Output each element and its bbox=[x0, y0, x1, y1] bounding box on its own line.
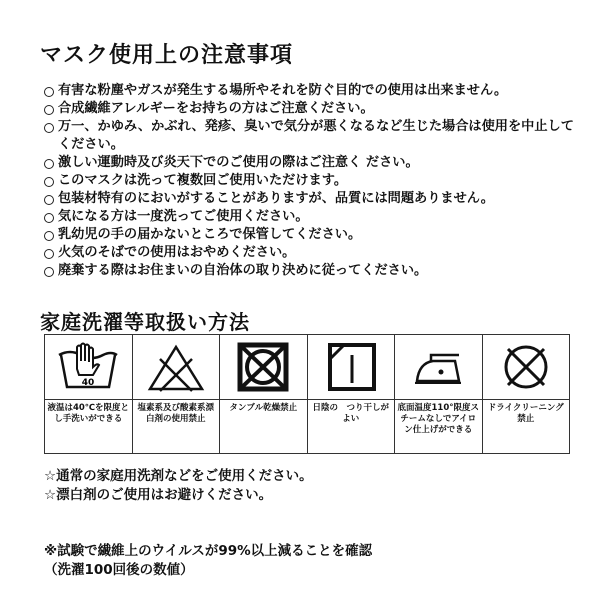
list-item: 包装材特有のにおいがすることがありますが、品質には問題ありません。 bbox=[44, 190, 584, 208]
footnote-line: ※試験で繊維上のウイルスが99%以上減ることを確認 bbox=[44, 543, 373, 559]
care-cell-no-tumble-dry bbox=[220, 335, 308, 453]
care-label-table bbox=[44, 334, 570, 454]
care-cell-shade-drip-dry bbox=[308, 335, 396, 453]
care-cell-no-dry-clean bbox=[483, 335, 570, 453]
care-title: 家庭洗濯等取扱い方法 bbox=[40, 310, 250, 334]
no-bleach-icon bbox=[146, 341, 206, 393]
care-label: ドライクリーニング禁止 bbox=[487, 403, 564, 424]
care-label: 日陰の つり干しがよい bbox=[312, 403, 389, 424]
list-item: 万一、かゆみ、かぶれ、発疹、臭いで気分が悪くなるなど生じた場合は使用を中止してください。 bbox=[44, 118, 584, 154]
care-label: タンブル乾燥禁止 bbox=[229, 403, 298, 413]
care-label: 液温は40℃を限度とし手洗いができる bbox=[47, 403, 130, 424]
list-item: このマスクは洗って複数回ご使用いただけます。 bbox=[44, 172, 584, 190]
caution-list bbox=[44, 82, 584, 280]
care-label: 底面温度110°限度スチームなしでアイロン仕上げができる bbox=[397, 403, 479, 435]
list-item: 激しい運動時及び炎天下でのご使用の際はご注意く ださい。 bbox=[44, 154, 584, 172]
hand-wash-temp: 40 bbox=[81, 378, 95, 388]
list-item: ☆漂白剤のご使用はお避けください。 bbox=[44, 487, 273, 503]
list-item: 有害な粉塵やガスが発生する場所やそれを防ぐ目的での使用は出来ません。 bbox=[44, 82, 584, 100]
care-cell-iron-low bbox=[395, 335, 483, 453]
no-tumble-dry-icon bbox=[234, 341, 292, 393]
list-item: 合成繊維アレルギーをお持ちの方はご注意ください。 bbox=[44, 100, 584, 118]
list-item: 乳幼児の手の届かないところで保管してください。 bbox=[44, 226, 584, 244]
care-cell-no-bleach bbox=[133, 335, 221, 453]
care-label: 塩素系及び酸素系漂白剤の使用禁止 bbox=[137, 403, 214, 424]
care-cell-hand-wash bbox=[45, 335, 133, 453]
footnote-line: （洗濯100回後の数値） bbox=[44, 562, 194, 578]
washing-notes bbox=[44, 467, 313, 505]
hand-wash-icon bbox=[53, 341, 123, 393]
list-item: 火気のそばでの使用はおやめください。 bbox=[44, 244, 584, 262]
no-dry-clean-icon bbox=[498, 341, 554, 393]
list-item: 廃棄する際はお住まいの自治体の取り決めに従ってください。 bbox=[44, 262, 584, 280]
list-item: 気になる方は一度洗ってご使用ください。 bbox=[44, 208, 584, 226]
page-title: マスク使用上の注意事項 bbox=[40, 43, 294, 68]
iron-low-icon bbox=[407, 341, 469, 393]
footnote bbox=[44, 542, 372, 580]
list-item: ☆通常の家庭用洗剤などをご使用ください。 bbox=[44, 468, 313, 484]
shade-drip-dry-icon bbox=[322, 341, 380, 393]
